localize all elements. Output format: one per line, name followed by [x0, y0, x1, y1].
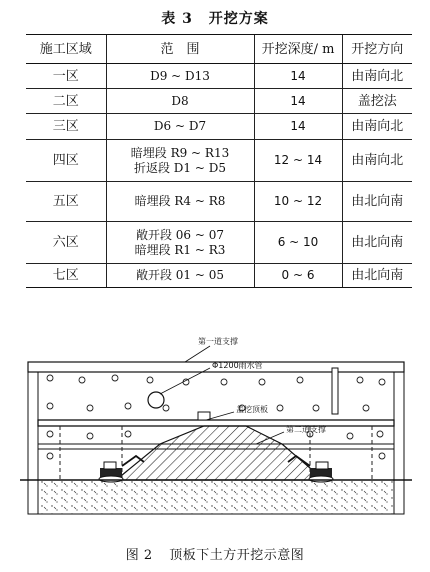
depth-cell: 14 — [254, 64, 342, 89]
range-cell — [106, 114, 254, 140]
label-rain-pipe: Φ1200雨水管 — [212, 361, 263, 370]
range-cell — [106, 64, 254, 89]
table-row — [26, 64, 412, 89]
range-line: D6 ~ D7 — [153, 119, 207, 133]
range-cell — [106, 182, 254, 222]
base-soil — [38, 480, 394, 514]
direction-cell: 由北向南 — [342, 182, 412, 222]
range-line: 敞开段 01 ~ 05 — [135, 268, 225, 282]
range-cell — [106, 222, 254, 264]
rain-pipe-icon — [148, 392, 164, 408]
figure-number: 图 2 — [125, 548, 153, 563]
range-line: 暗埋段 R4 ~ R8 — [134, 194, 226, 208]
table-row — [26, 114, 412, 140]
label-second-support: 第二道支撑 — [286, 425, 326, 434]
table-row — [26, 264, 412, 288]
table-title — [0, 8, 430, 28]
direction-cell: 由北向南 — [342, 222, 412, 264]
range-cell — [106, 264, 254, 288]
range-cell — [106, 89, 254, 114]
header-direction: 开挖方向 — [342, 35, 412, 64]
zone-cell: 五区 — [26, 182, 106, 222]
depth-cell: 12 ~ 14 — [254, 140, 342, 182]
depth-cell: 14 — [254, 89, 342, 114]
zone-cell: 六区 — [26, 222, 106, 264]
label-first-support: 第一道支撑 — [198, 337, 238, 346]
zone-cell: 七区 — [26, 264, 106, 288]
direction-cell: 盖挖法 — [342, 89, 412, 114]
direction-cell: 由南向北 — [342, 114, 412, 140]
label-roof-slab: 盖挖顶板 — [236, 405, 268, 414]
range-line: D8 — [171, 93, 189, 108]
depth-cell: 10 ~ 12 — [254, 182, 342, 222]
range-line: 敞开段 06 ~ 07 — [135, 227, 225, 242]
range-line: 暗埋段 R9 ~ R13 — [130, 145, 230, 160]
depth-cell: 6 ~ 10 — [254, 222, 342, 264]
soil-mound — [116, 426, 324, 480]
table-row — [26, 182, 412, 222]
direction-cell: 由北向南 — [342, 264, 412, 288]
depth-cell: 14 — [254, 114, 342, 140]
depth-cell: 0 ~ 6 — [254, 264, 342, 288]
header-depth: 开挖深度/ m — [254, 35, 342, 64]
range-line: D9 ~ D13 — [150, 68, 210, 83]
table-header-row — [26, 35, 412, 64]
range-line: 折返段 D1 ~ D5 — [133, 160, 226, 175]
table-row — [26, 140, 412, 182]
direction-cell: 由南向北 — [342, 140, 412, 182]
direction-cell: 由南向北 — [342, 64, 412, 89]
excavation-diagram — [10, 328, 422, 528]
header-zone: 施工区域 — [26, 35, 106, 64]
range-line: 暗埋段 R1 ~ R3 — [134, 242, 226, 257]
table-caption: 开挖方案 — [208, 11, 269, 27]
zone-cell: 一区 — [26, 64, 106, 89]
figure-caption-text: 顶板下土方开挖示意图 — [169, 548, 305, 563]
figure-caption — [0, 544, 430, 563]
roof-slab — [38, 412, 394, 426]
zone-cell: 三区 — [26, 114, 106, 140]
zone-cell: 四区 — [26, 140, 106, 182]
zone-cell: 二区 — [26, 89, 106, 114]
table-row — [26, 89, 412, 114]
table-row — [26, 222, 412, 264]
table-number: 表 3 — [161, 11, 193, 27]
excavation-plan-table — [26, 34, 412, 288]
header-range: 范 围 — [106, 35, 254, 64]
range-cell — [106, 140, 254, 182]
